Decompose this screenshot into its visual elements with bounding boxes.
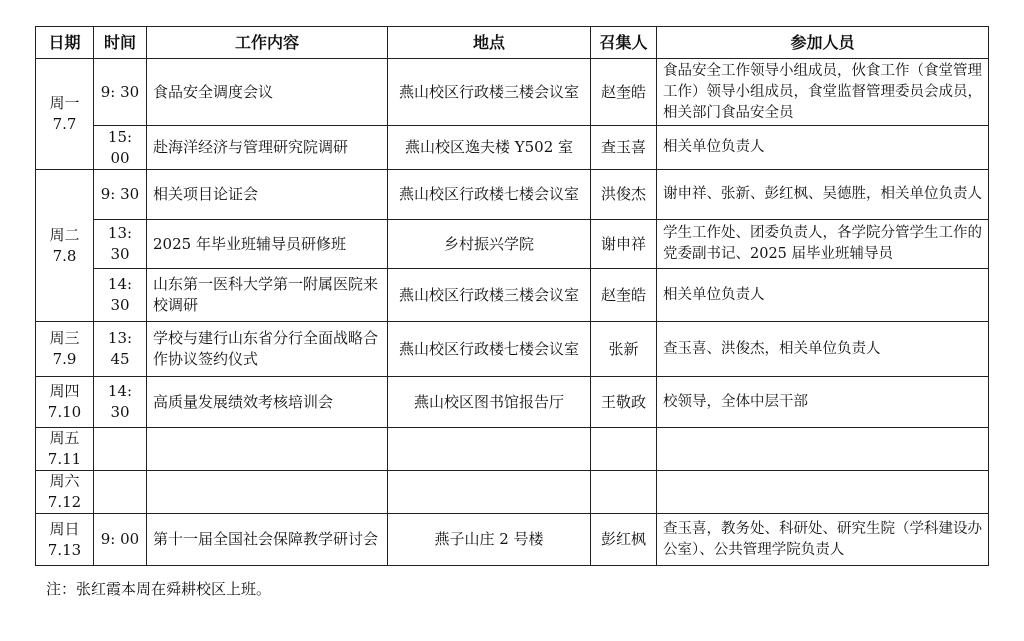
weekday-label: 周日 bbox=[49, 519, 80, 538]
date-label: 7.12 bbox=[47, 493, 82, 511]
day-cell-fri bbox=[36, 428, 94, 471]
time-cell: 9: 30 bbox=[94, 59, 147, 126]
day-cell-wed bbox=[36, 322, 94, 377]
content-cell: 赴海洋经济与管理研究院调研 bbox=[147, 126, 388, 170]
table-row bbox=[36, 126, 989, 170]
weekday-label: 周五 bbox=[49, 429, 80, 447]
content-cell: 高质量发展绩效考核培训会 bbox=[147, 377, 388, 428]
header-time: 时间 bbox=[94, 27, 147, 59]
date-label: 7.11 bbox=[47, 450, 82, 468]
place-cell: 燕子山庄 2 号楼 bbox=[388, 514, 591, 566]
content-cell: 相关项目论证会 bbox=[147, 170, 388, 220]
content-cell: 食品安全调度会议 bbox=[147, 59, 388, 126]
day-cell-thu bbox=[36, 377, 94, 428]
table-row bbox=[36, 377, 989, 428]
convener-cell: 谢申祥 bbox=[591, 220, 657, 269]
time-cell: 13: 45 bbox=[94, 322, 147, 377]
time-cell: 14: 30 bbox=[94, 377, 147, 428]
attendees-cell bbox=[657, 428, 989, 471]
time-cell: 15: 00 bbox=[94, 126, 147, 170]
attendees-cell: 相关单位负责人 bbox=[657, 269, 989, 322]
header-convener: 召集人 bbox=[591, 27, 657, 59]
convener-cell: 查玉喜 bbox=[591, 126, 657, 170]
place-cell bbox=[388, 428, 591, 471]
attendees-cell: 学生工作处、团委负责人，各学院分管学生工作的党委副书记、2025 届毕业班辅导员 bbox=[657, 220, 989, 269]
content-cell bbox=[147, 471, 388, 514]
place-cell: 燕山校区行政楼七楼会议室 bbox=[388, 322, 591, 377]
place-cell: 乡村振兴学院 bbox=[388, 220, 591, 269]
time-cell bbox=[94, 428, 147, 471]
place-cell: 燕山校区逸夫楼 Y502 室 bbox=[388, 126, 591, 170]
header-content: 工作内容 bbox=[147, 27, 388, 59]
convener-cell: 彭红枫 bbox=[591, 514, 657, 566]
time-cell: 14: 30 bbox=[94, 269, 147, 322]
day-cell-sat bbox=[36, 471, 94, 514]
date-label: 7.7 bbox=[52, 115, 77, 133]
header-attendees: 参加人员 bbox=[657, 27, 989, 59]
table-row bbox=[36, 428, 989, 471]
convener-cell: 赵奎皓 bbox=[591, 59, 657, 126]
day-cell-mon bbox=[36, 59, 94, 170]
convener-cell: 洪俊杰 bbox=[591, 170, 657, 220]
header-date: 日期 bbox=[36, 27, 94, 59]
place-cell: 燕山校区行政楼三楼会议室 bbox=[388, 59, 591, 126]
weekday-label: 周三 bbox=[49, 329, 80, 347]
convener-cell: 王敬政 bbox=[591, 377, 657, 428]
date-label: 7.8 bbox=[52, 246, 77, 265]
place-cell: 燕山校区行政楼七楼会议室 bbox=[388, 170, 591, 220]
day-cell-sun bbox=[36, 514, 94, 566]
content-cell: 第十一届全国社会保障教学研讨会 bbox=[147, 514, 388, 566]
convener-cell bbox=[591, 428, 657, 471]
header-place: 地点 bbox=[388, 27, 591, 59]
table-row bbox=[36, 170, 989, 220]
place-cell bbox=[388, 471, 591, 514]
table-row bbox=[36, 59, 989, 126]
convener-cell bbox=[591, 471, 657, 514]
schedule-table bbox=[35, 26, 989, 566]
attendees-cell: 校领导，全体中层干部 bbox=[657, 377, 989, 428]
table-body bbox=[36, 59, 989, 566]
attendees-cell: 查玉喜，教务处、科研处、研究生院（学科建设办公室）、公共管理学院负责人 bbox=[657, 514, 989, 566]
header-row bbox=[36, 27, 989, 59]
convener-cell: 张新 bbox=[591, 322, 657, 377]
table-header bbox=[36, 27, 989, 59]
date-label: 7.9 bbox=[52, 350, 77, 368]
date-label: 7.13 bbox=[47, 540, 82, 559]
time-cell: 9: 30 bbox=[94, 170, 147, 220]
time-cell bbox=[94, 471, 147, 514]
attendees-cell: 查玉喜、洪俊杰，相关单位负责人 bbox=[657, 322, 989, 377]
content-cell bbox=[147, 428, 388, 471]
table-row bbox=[36, 514, 989, 566]
convener-cell: 赵奎皓 bbox=[591, 269, 657, 322]
weekday-label: 周六 bbox=[49, 472, 80, 490]
content-cell: 山东第一医科大学第一附属医院来校调研 bbox=[147, 269, 388, 322]
weekday-label: 周一 bbox=[49, 94, 80, 112]
date-label: 7.10 bbox=[47, 403, 82, 421]
attendees-cell: 谢申祥、张新、彭红枫、吴德胜，相关单位负责人 bbox=[657, 170, 989, 220]
table-row bbox=[36, 269, 989, 322]
weekday-label: 周二 bbox=[49, 225, 80, 244]
content-cell: 2025 年毕业班辅导员研修班 bbox=[147, 220, 388, 269]
place-cell: 燕山校区行政楼三楼会议室 bbox=[388, 269, 591, 322]
content-cell: 学校与建行山东省分行全面战略合作协议签约仪式 bbox=[147, 322, 388, 377]
day-cell-tue bbox=[36, 170, 94, 322]
time-cell: 13: 30 bbox=[94, 220, 147, 269]
attendees-cell: 食品安全工作领导小组成员，伙食工作（食堂管理工作）领导小组成员，食堂监督管理委员会成员，相关部门食品安全员 bbox=[657, 59, 989, 126]
table-row bbox=[36, 220, 989, 269]
weekday-label: 周四 bbox=[49, 382, 80, 400]
attendees-cell bbox=[657, 471, 989, 514]
attendees-cell: 相关单位负责人 bbox=[657, 126, 989, 170]
table-row bbox=[36, 471, 989, 514]
footnote: 注：张红霞本周在舜耕校区上班。 bbox=[46, 580, 272, 598]
time-cell: 9: 00 bbox=[94, 514, 147, 566]
place-cell: 燕山校区图书馆报告厅 bbox=[388, 377, 591, 428]
table-row bbox=[36, 322, 989, 377]
